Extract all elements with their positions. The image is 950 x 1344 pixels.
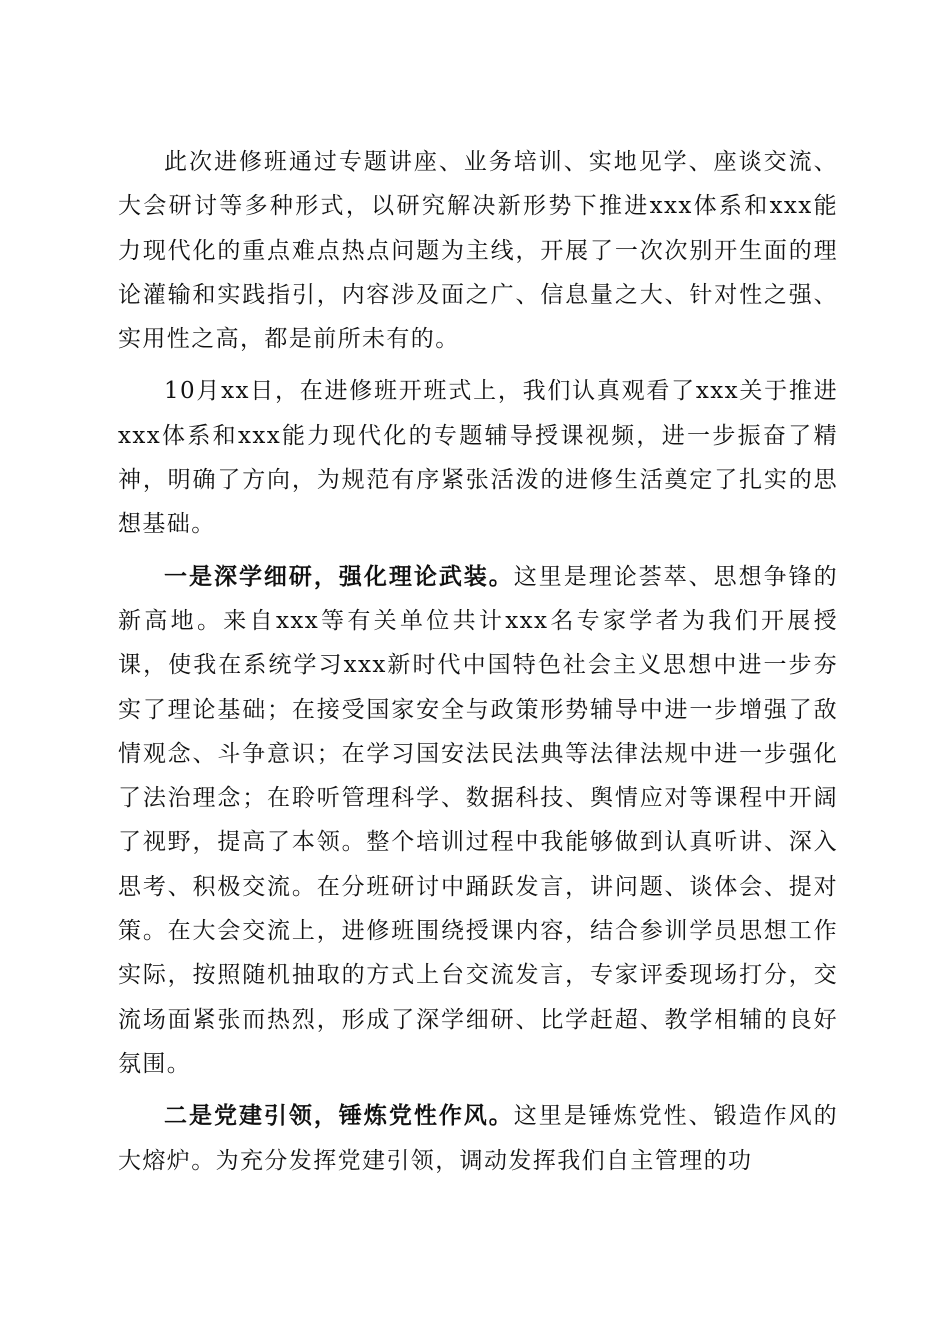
paragraph-4 [118,1094,838,1183]
document-body [118,140,838,1191]
paragraph-4-text: 这里是锤炼党性、锻造作风的大熔炉。为充分发挥党建引领，调动发挥我们自主管理的功 [118,1103,838,1174]
paragraph-1 [118,140,838,361]
paragraph-2 [118,369,838,546]
paragraph-1-text: 此次进修班通过专题讲座、业务培训、实地见学、座谈交流、大会研讨等多种形式，以研究解决新形势下推进xxx体系和xxx能力现代化的重点难点热点问题为主线，开展了一次次别开生面的理论灌输和实践指引，内容涉及面之广、信息量之大、针对性之强、实用性之高，都是前所未有的。 [118,149,838,353]
paragraph-4-lead: 二是党建引领，锤炼党性作风。 [164,1102,514,1130]
paragraph-2-text: 10月xx日，在进修班开班式上，我们认真观看了xxx关于推进xxx体系和xxx能力现代化的专题辅导授课视频，进一步振奋了精神，明确了方向，为规范有序紧张活泼的进修生活奠定了扎实的思想基础。 [118,378,838,538]
paragraph-3-lead: 一是深学细研，强化理论武装。 [164,562,514,590]
paragraph-3-text: 这里是理论荟萃、思想争锋的新高地。来自xxx等有关单位共计xxx名专家学者为我们开展授课，使我在系统学习xxx新时代中国特色社会主义思想中进一步夯实了理论基础；在接受国家安全与政策形势辅导中进一步增强了敌情观念、斗争意识；在学习国安法民法典等法律法规中进一步强化了法治理念；在聆听管理科学、数据科技、舆情应对等课程中开阔了视野，提高了本领。整个培训过程中我能够做到认真听讲、深入思考、积极交流。在分班研讨中踊跃发言，讲问题、谈体会、提对策。在大会交流上，进修班围绕授课内容，结合参训学员思想工作实际，按照随机抽取的方式上台交流发言，专家评委现场打分，交流场面紧张而热烈，形成了深学细研、比学赶超、教学相辅的良好氛围。 [118,563,838,1077]
paragraph-3 [118,555,838,1087]
